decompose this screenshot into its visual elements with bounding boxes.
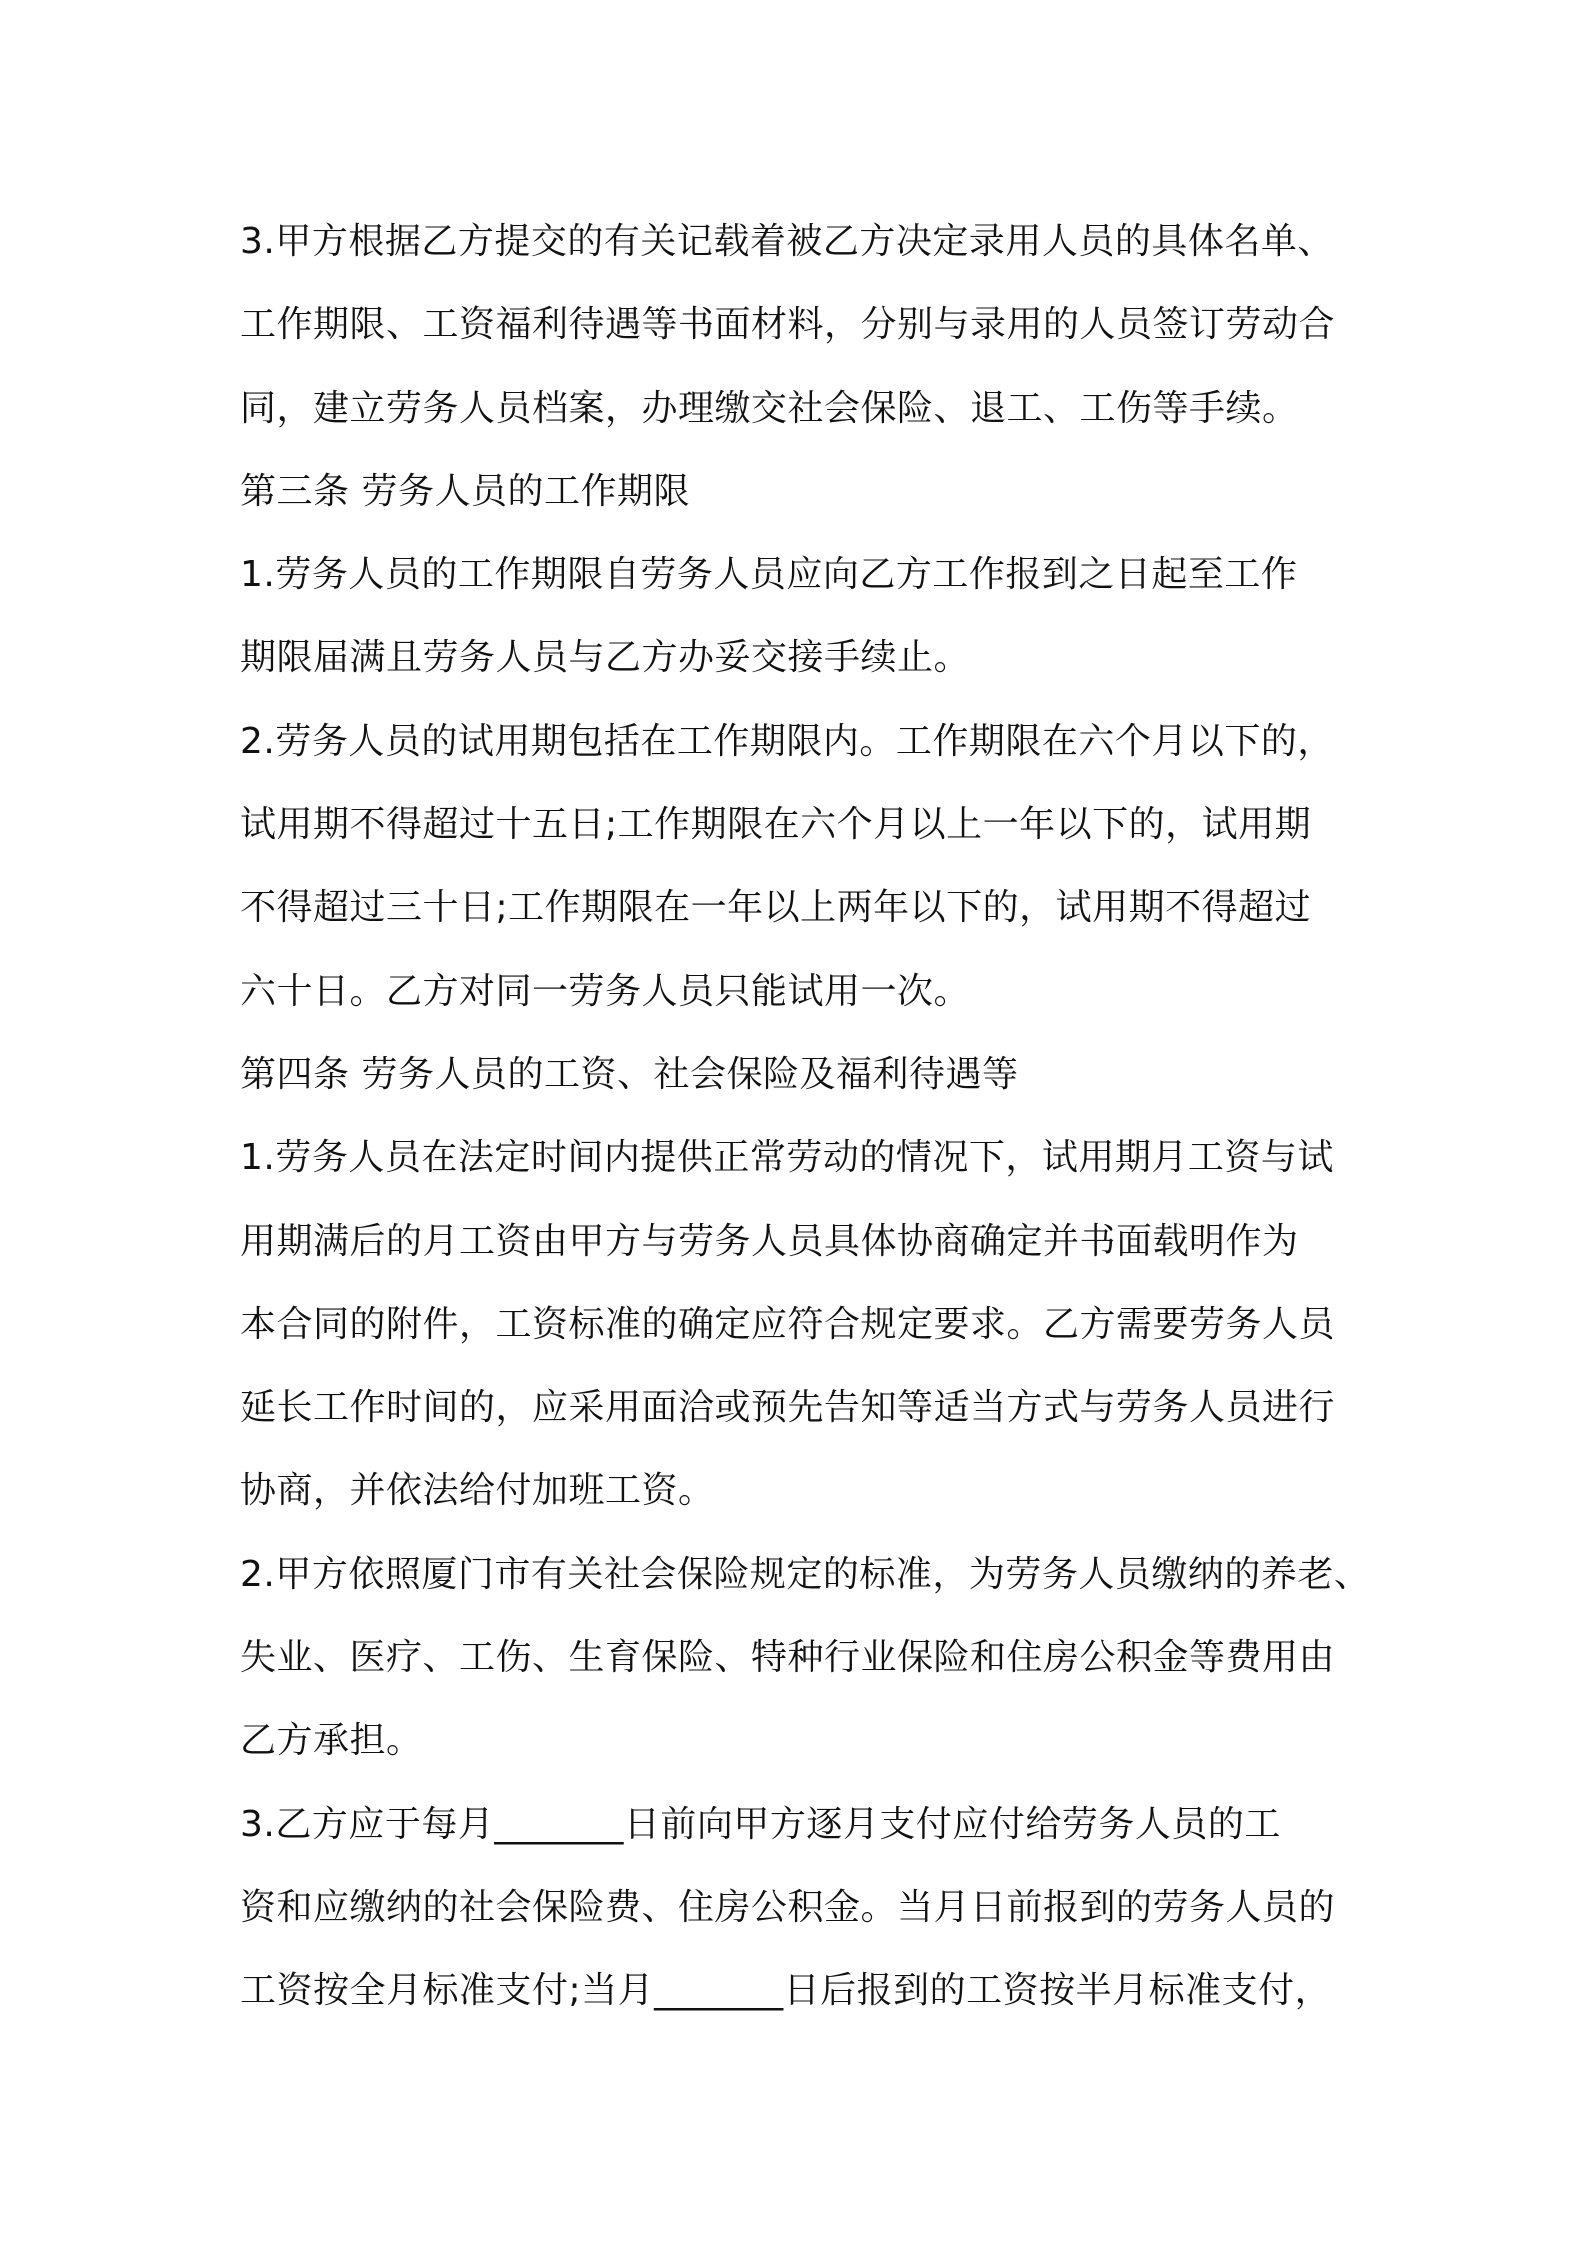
text-line: 1.劳务人员在法定时间内提供正常劳动的情况下，试用期月工资与试 <box>240 1137 1334 1179</box>
section-heading: 第四条 劳务人员的工资、社会保险及福利待遇等 <box>240 1053 1019 1095</box>
section-heading: 第三条 劳务人员的工作期限 <box>240 470 690 512</box>
text-line: 工作期限、工资福利待遇等书面材料，分别与录用的人员签订劳动合 <box>240 304 1336 346</box>
text-line: 不得超过三十日;工作期限在一年以上两年以下的，试用期不得超过 <box>240 887 1312 929</box>
text-line: 协商，并依法给付加班工资。 <box>240 1470 715 1512</box>
text-line: 本合同的附件，工资标准的确定应符合规定要求。乙方需要劳务人员 <box>240 1303 1336 1345</box>
contract-text <box>240 200 1380 2033</box>
text-line: 资和应缴纳的社会保险费、住房公积金。当月日前报到的劳务人员的 <box>240 1886 1336 1928</box>
text-line: 期限届满且劳务人员与乙方办妥交接手续止。 <box>240 637 971 679</box>
text-line: 1.劳务人员的工作期限自劳务人员应向乙方工作报到之日起至工作 <box>240 554 1298 596</box>
text-line: 用期满后的月工资由甲方与劳务人员具体协商确定并书面载明作为 <box>240 1220 1299 1262</box>
text-line: 3.甲方根据乙方提交的有关记载着被乙方决定录用人员的具体名单、 <box>240 221 1334 262</box>
text-line: 试用期不得超过十五日;工作期限在六个月以上一年以下的，试用期 <box>240 804 1312 846</box>
text-line: 2.甲方依照厦门市有关社会保险规定的标准，为劳务人员缴纳的养老、 <box>240 1553 1371 1595</box>
text-line: 乙方承担。 <box>240 1720 423 1762</box>
text-line: 六十日。乙方对同一劳务人员只能试用一次。 <box>240 970 971 1012</box>
text-line: 3.乙方应于每月_______日前向甲方逐月支付应付给劳务人员的工 <box>240 1803 1281 1845</box>
text-line: 2.劳务人员的试用期包括在工作期限内。工作期限在六个月以下的， <box>240 720 1334 762</box>
text-line: 工资按全月标准支付;当月_______日后报到的工资按半月标准支付， <box>240 1970 1332 2012</box>
text-line: 延长工作时间的，应采用面洽或预先告知等适当方式与劳务人员进行 <box>240 1387 1336 1429</box>
text-line: 失业、医疗、工伤、生育保险、特种行业保险和住房公积金等费用由 <box>240 1637 1336 1679</box>
text-line: 同，建立劳务人员档案，办理缴交社会保险、退工、工伤等手续。 <box>240 387 1299 429</box>
